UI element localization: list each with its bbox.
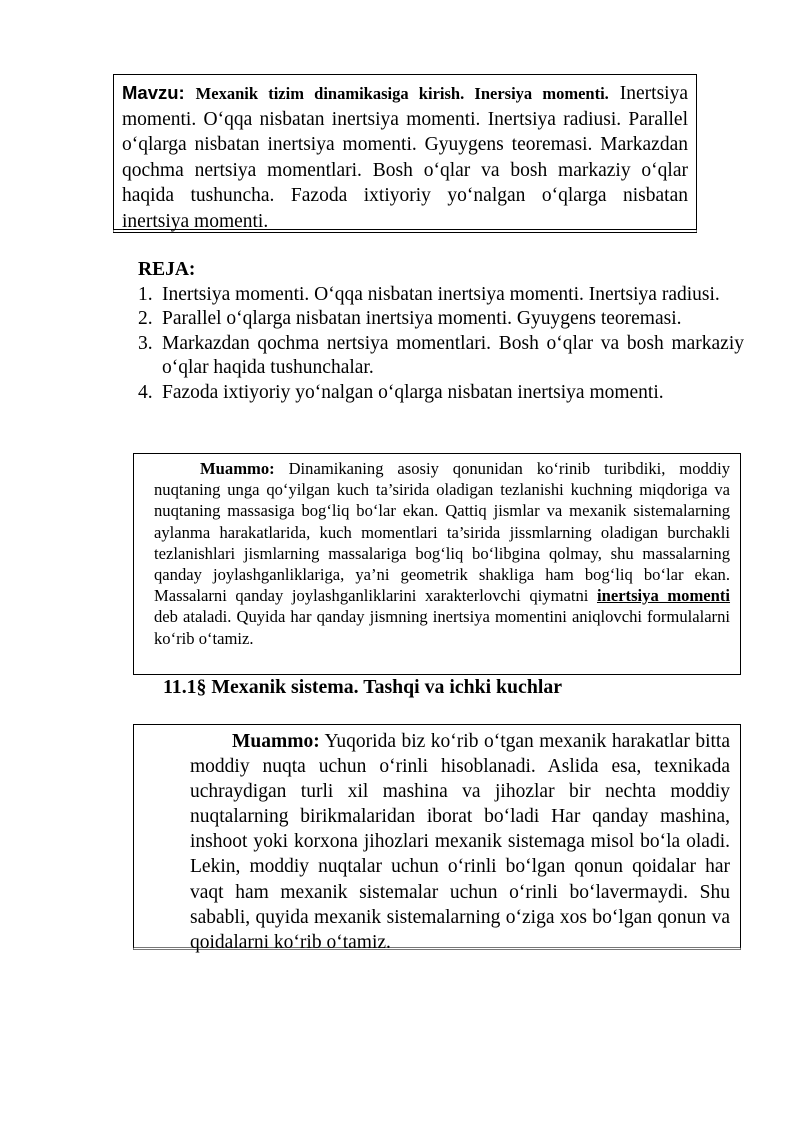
topic-text: Inertsiya momenti. O‘qqa nisbatan inertsiya momenti. Inertsiya radiusi. Parallel o‘qlarga nisbatan inertsiya momenti. Gyuygens teoremasi. Markazdan qochma nertsiya momentlari. Bosh o‘qlar va bosh markaziy o‘qlar haqida tushuncha. Fazoda ixtiyoriy yo‘nalgan o‘qlarga nisbatan inertsiya momenti. bbox=[122, 83, 689, 232]
plan-item-number: 3. bbox=[138, 332, 153, 354]
plan-item bbox=[138, 381, 744, 406]
plan-item-text: Parallel o‘qlarga nisbatan inertsiya momenti. Gyuygens teoremasi. bbox=[162, 308, 682, 329]
topic-label: Mavzu: bbox=[122, 82, 185, 103]
plan-item-number: 4. bbox=[138, 381, 153, 403]
plan-title: REJA: bbox=[138, 259, 196, 280]
plan-item bbox=[138, 332, 744, 381]
problem-box-inertia bbox=[133, 453, 741, 675]
plan-item-number: 2. bbox=[138, 308, 153, 329]
section-heading: 11.1§ Mexanik sistema. Tashqi va ichki kuchlar bbox=[163, 676, 563, 698]
plan-item bbox=[138, 307, 744, 332]
problem-text: Dinamikaning asosiy qonunidan ko‘rinib turibdiki, moddiy nuqtaning unga qo‘yilgan kuch ta’sirida oladigan tezlanishi kuchning miqdoriga va nuqtaning massasiga bog‘liq bo‘lar ekan. Qattiq jismlar va mexanik sistemalarning aylanma harakatlarida, kuch momentlari ta’sirida jissmlarning oladigan burchakli tezlanishlari jismlarning massalariga bog‘liq bo‘libgina qolmay, shu massalarning qanday joylashganliklariga, ya’ni geometrik shakliga ham bog‘liq bo‘lar ekan. Massalarni qanday joylashganliklarini xarakterlovchi qiymatni bbox=[154, 459, 730, 606]
plan-item-number: 1. bbox=[138, 283, 153, 305]
plan-item-text: Markazdan qochma nertsiya momentlari. Bosh o‘qlar va bosh markaziy o‘qlar haqida tushunchalar. bbox=[162, 332, 744, 378]
topic-box bbox=[113, 74, 697, 233]
plan-section bbox=[138, 258, 744, 405]
topic-bold-text: Mexanik tizim dinamikasiga kirish. Inersiya momenti. bbox=[195, 84, 609, 103]
plan-list bbox=[138, 283, 744, 406]
problem-label: Muammo: bbox=[200, 459, 275, 478]
problem-box-mechanical-system bbox=[133, 724, 741, 953]
plan-item-text: Fazoda ixtiyoriy yo‘nalgan o‘qlarga nisbatan inertsiya momenti. bbox=[162, 381, 664, 403]
problem-label: Muammo: bbox=[232, 731, 320, 752]
plan-item-text: Inertsiya momenti. O‘qqa nisbatan inertsiya momenti. Inertsiya radiusi. bbox=[162, 283, 720, 305]
key-term: inertsiya momenti bbox=[596, 586, 731, 606]
plan-item bbox=[138, 283, 744, 308]
problem-text: Yuqorida biz ko‘rib o‘tgan mexanik harakatlar bitta moddiy nuqta uchun o‘rinli hisoblanadi. Aslida esa, texnikada uchraydigan turli xil mashina va jihozlar bir nechta moddiy nuqtalarning birikmalaridan iborat bo‘ladi Har qanday mashina, inshoot yoki korxona jihozlari mexanik sistemaga misol bo‘la oladi. Lekin, moddiy nuqtalar uchun o‘rinli bo‘lgan qonun qoidalar har vaqt ham mexanik sistemalar uchun o‘rinli bo‘lavermaydi. Shu sababli, quyida mexanik sistemalarning o‘ziga xos bo‘lgan qonun va qoidalarni ko‘rib o‘tamiz. bbox=[190, 731, 731, 953]
problem-text-end: deb ataladi. Quyida har qanday jismning inertsiya momentini aniqlovchi formulalarni ko‘rib o‘tamiz. bbox=[154, 607, 730, 648]
